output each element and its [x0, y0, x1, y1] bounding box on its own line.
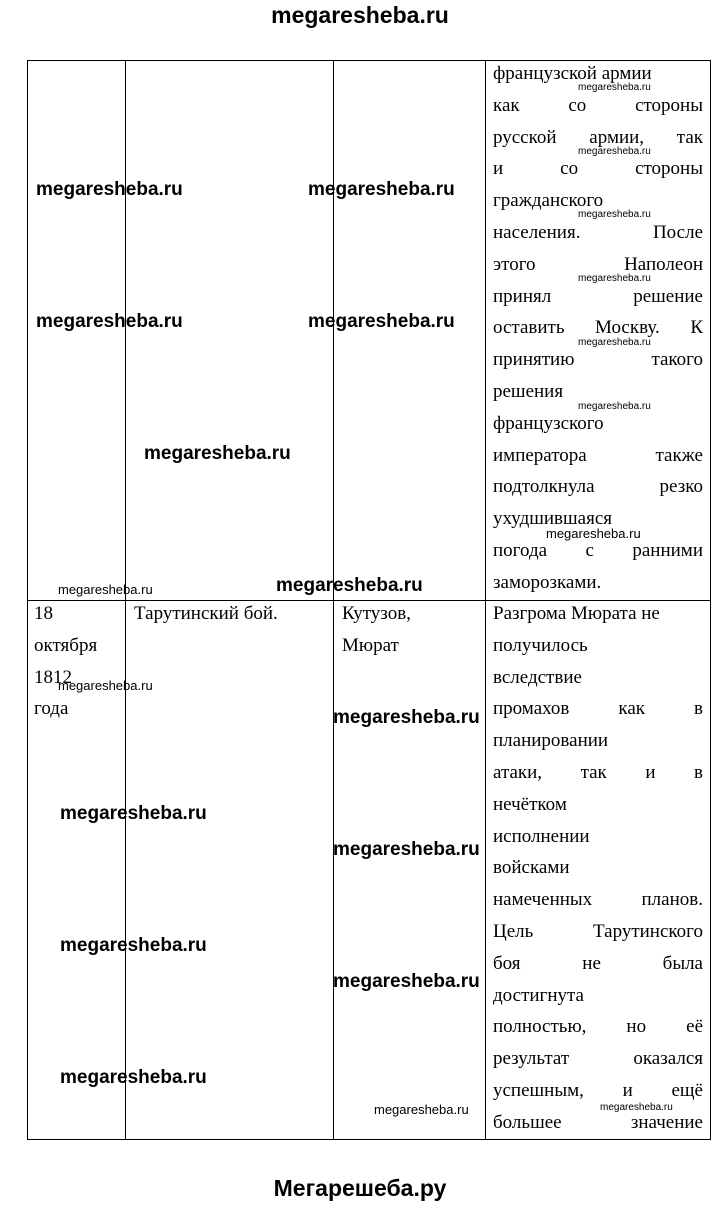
text-line: достигнута [493, 984, 584, 1006]
watermark: megaresheba.ru [60, 1067, 207, 1088]
text-line: войсками [493, 857, 570, 879]
watermark: megaresheba.ru [578, 209, 651, 220]
row2-description [493, 598, 703, 1139]
text-line: полностью, но её [493, 1016, 703, 1038]
text-line: 1812 [34, 666, 72, 688]
text-line: октября [34, 634, 98, 656]
watermark: megaresheba.ru [333, 971, 480, 992]
watermark: megaresheba.ru [36, 311, 183, 332]
watermark: megaresheba.ru [308, 179, 455, 200]
watermark: megaresheba.ru [578, 82, 651, 93]
text-line: и со стороны [493, 158, 703, 180]
text-line: 18 [34, 603, 53, 624]
column-divider [485, 60, 486, 1140]
watermark: megaresheba.ru [578, 273, 651, 284]
text-line: принял решение [493, 285, 703, 307]
watermark: megaresheba.ru [60, 935, 207, 956]
text-line: русской армии, так [493, 126, 703, 148]
text-line: французского [493, 412, 604, 434]
watermark: megaresheba.ru [36, 179, 183, 200]
site-footer[interactable]: Мегарешеба.ру [273, 1175, 447, 1201]
row2-event [134, 598, 329, 630]
watermark: megaresheba.ru [308, 311, 455, 332]
text-line: Мюрат [342, 634, 399, 656]
text-line: Разгрома Мюрата не [493, 603, 660, 624]
table-border-right [710, 60, 711, 1140]
watermark: megaresheba.ru [58, 582, 153, 597]
row2-persons [342, 598, 482, 662]
row1-description [493, 58, 703, 599]
text-line: как со стороны [493, 94, 703, 116]
watermark: megaresheba.ru [333, 839, 480, 860]
watermark: megaresheba.ru [333, 707, 480, 728]
text-line: планировании [493, 730, 609, 752]
watermark: megaresheba.ru [578, 401, 651, 412]
table-border-left [27, 60, 28, 1140]
text-line: боя не была [493, 952, 703, 974]
watermark: megaresheba.ru [144, 443, 291, 464]
text-line: исполнении [493, 825, 590, 847]
text-line: намеченных планов. [493, 889, 703, 911]
text-line: успешным, и ещё [493, 1079, 703, 1101]
text-line: года [34, 698, 69, 720]
text-line: ухудшившаяся [493, 508, 612, 530]
text-line: принятию такого [493, 349, 703, 371]
text-line: французской армии [493, 63, 652, 84]
table-border-bottom [27, 1139, 711, 1140]
text-line: нечётком [493, 793, 567, 815]
text-line: большее значение [493, 1111, 703, 1133]
text-line: императора также [493, 444, 703, 466]
watermark: megaresheba.ru [276, 575, 423, 596]
watermark: megaresheba.ru [578, 337, 651, 348]
text-line: Цель Тарутинского [493, 920, 703, 942]
text-line: Кутузов, [342, 603, 411, 624]
text-line: населения. После [493, 221, 703, 243]
watermark: megaresheba.ru [58, 678, 153, 693]
text-line: этого Наполеон [493, 253, 703, 275]
text-line: вследствие [493, 666, 582, 688]
row2-date [34, 598, 122, 725]
text-line: гражданского [493, 190, 604, 212]
text-line: результат оказался [493, 1048, 703, 1070]
text-line: оставить Москву. К [493, 317, 703, 339]
watermark: megaresheba.ru [374, 1102, 469, 1117]
watermark: megaresheba.ru [600, 1102, 673, 1113]
text-line: решения [493, 380, 564, 402]
column-divider [125, 60, 126, 1140]
text-line: подтолкнула резко [493, 476, 703, 498]
text-line: заморозками. [493, 571, 602, 593]
watermark: megaresheba.ru [60, 803, 207, 824]
site-header[interactable]: megaresheba.ru [271, 2, 449, 28]
text-line: Тарутинский бой. [134, 603, 278, 624]
watermark: megaresheba.ru [578, 146, 651, 157]
text-line: получилось [493, 634, 588, 656]
text-line: промахов как в [493, 698, 703, 720]
text-line: атаки, так и в [493, 761, 703, 783]
text-line: погода с ранними [493, 539, 703, 561]
watermark: megaresheba.ru [546, 526, 641, 541]
